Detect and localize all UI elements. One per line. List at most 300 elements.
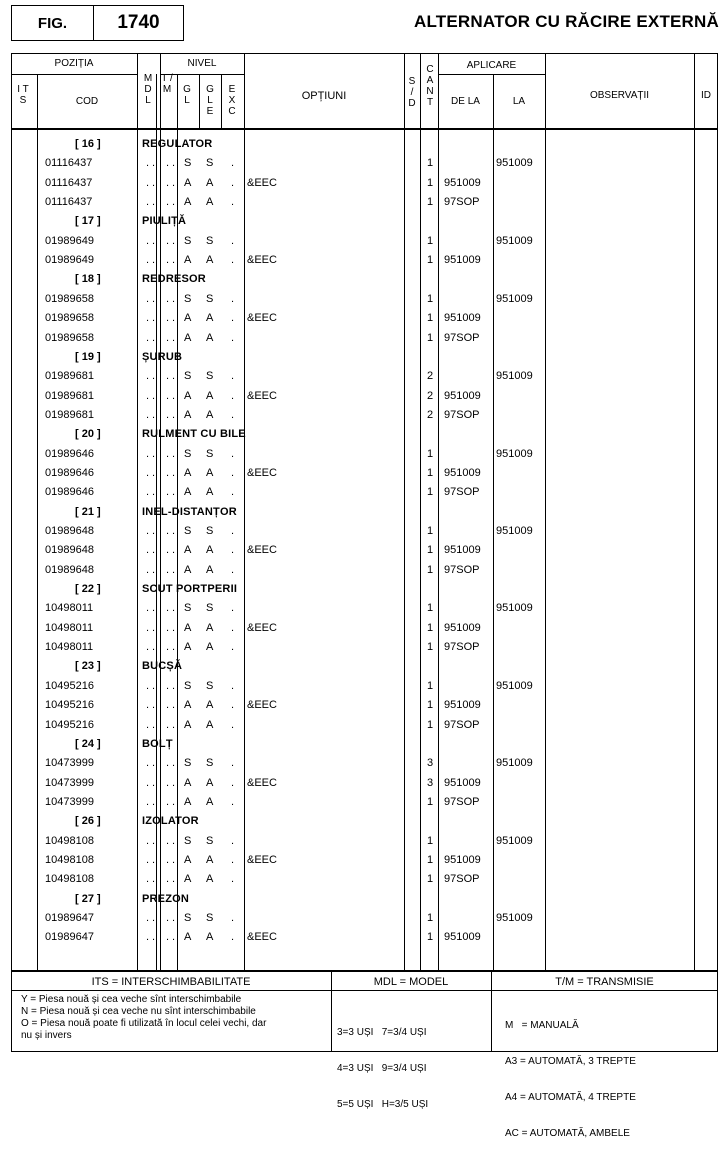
dot-marker: . <box>152 486 156 499</box>
dot-marker: . <box>152 544 156 557</box>
table-row <box>0 638 725 657</box>
legend-tm-line: AC = AUTOMATĂ, AMBELE <box>505 1128 630 1139</box>
quantity: 1 <box>427 931 434 944</box>
dot-marker: . <box>172 912 176 924</box>
legend-its-title: ITS = INTERSCHIMBABILITATE <box>91 976 251 988</box>
dot-marker: . <box>172 834 176 847</box>
level-gle: A <box>206 196 214 209</box>
table-row <box>0 832 725 851</box>
table-row <box>0 677 725 696</box>
section-number: [ 22 ] <box>75 583 101 596</box>
quantity: 2 <box>427 389 434 402</box>
level-gl: A <box>184 389 192 402</box>
level-gl: A <box>184 331 192 344</box>
part-code: 01989648 <box>45 544 94 557</box>
dot-marker: . <box>231 795 235 808</box>
part-code: 01116437 <box>45 196 93 209</box>
part-code: 10498011 <box>45 621 94 634</box>
level-gle: S <box>206 912 214 924</box>
dot-marker: . <box>172 776 176 789</box>
dot-marker: . <box>166 795 170 808</box>
part-code: 01989649 <box>45 254 94 267</box>
col-observatii: OBSERVAȚII <box>589 90 650 101</box>
from-date: 951009 <box>444 699 481 712</box>
dot-marker: . <box>166 254 170 267</box>
col-sd: S / D <box>408 76 416 109</box>
table-row <box>0 754 725 773</box>
legend-tm-line: A4 = AUTOMATĂ, 4 TREPTE <box>505 1092 636 1103</box>
level-gl: A <box>184 176 192 189</box>
dot-marker: . <box>146 641 150 654</box>
dot-marker: . <box>146 699 150 712</box>
legend-mdl-line: 4=3 UȘI 9=3/4 UȘI <box>337 1063 427 1074</box>
level-gl: A <box>184 254 192 267</box>
dot-marker: . <box>172 679 176 692</box>
dot-marker: . <box>146 447 150 460</box>
level-gl: S <box>184 525 192 537</box>
option-code: &EEC <box>247 621 277 634</box>
dot-marker: . <box>172 621 176 634</box>
col-nivel: NIVEL <box>187 58 217 69</box>
dot-marker: . <box>172 544 176 557</box>
part-code: 01989658 <box>45 312 94 325</box>
level-gle: S <box>206 757 214 770</box>
section-row <box>0 425 725 444</box>
level-gle: S <box>206 834 214 847</box>
table-row <box>0 290 725 309</box>
dot-marker: . <box>166 292 170 305</box>
part-code: 01989648 <box>45 525 94 537</box>
dot-marker: . <box>172 931 176 944</box>
table-row <box>0 696 725 715</box>
dot-marker: . <box>152 447 156 460</box>
level-gle: A <box>206 254 214 267</box>
dot-marker: . <box>172 466 176 479</box>
section-name: IZOLATOR <box>142 815 199 828</box>
legend-mdl-line: 3=3 UȘI 7=3/4 UȘI <box>337 1027 427 1038</box>
dot-marker: . <box>166 370 170 383</box>
col-cod: COD <box>75 96 99 107</box>
dot-marker: . <box>231 466 235 479</box>
section-number: [ 23 ] <box>75 660 101 673</box>
part-code: 01989646 <box>45 447 94 460</box>
level-gle: A <box>206 408 214 421</box>
col-cant: C A N T <box>426 64 434 108</box>
table-row <box>0 445 725 464</box>
dot-marker: . <box>172 853 176 866</box>
level-gl: S <box>184 912 192 924</box>
to-date: 951009 <box>496 602 533 615</box>
quantity: 1 <box>427 602 434 615</box>
section-row <box>0 270 725 289</box>
table-row <box>0 174 725 193</box>
legend-its-list <box>21 994 266 1042</box>
col-mdl: M D L <box>143 73 153 106</box>
table-row <box>0 309 725 328</box>
dot-marker: . <box>166 466 170 479</box>
dot-marker: . <box>152 466 156 479</box>
col-exc: E X C <box>228 84 236 117</box>
dot-marker: . <box>172 292 176 305</box>
legend-mdl-title: MDL = MODEL <box>373 976 449 988</box>
table-row <box>0 483 725 502</box>
level-gl: A <box>184 466 192 479</box>
dot-marker: . <box>152 757 156 770</box>
dot-marker: . <box>166 602 170 615</box>
from-date: 97SOP <box>444 873 480 886</box>
dot-marker: . <box>172 157 176 170</box>
dot-marker: . <box>152 641 156 654</box>
dot-marker: . <box>166 544 170 557</box>
dot-marker: . <box>166 331 170 344</box>
option-code: &EEC <box>247 389 277 402</box>
dot-marker: . <box>166 389 170 402</box>
section-row <box>0 348 725 367</box>
level-gl: S <box>184 602 192 615</box>
quantity: 1 <box>427 157 434 170</box>
legend-its-line: Y = Piesa nouă și cea veche sînt interschimbabile <box>21 994 242 1005</box>
dot-marker: . <box>166 196 170 209</box>
to-date: 951009 <box>496 525 533 537</box>
dot-marker: . <box>146 853 150 866</box>
section-row <box>0 135 725 154</box>
dot-marker: . <box>146 486 150 499</box>
quantity: 1 <box>427 447 434 460</box>
level-gl: S <box>184 157 192 170</box>
divider <box>11 128 718 130</box>
legend-mdl-line: 5=5 UȘI H=3/5 UȘI <box>337 1099 429 1110</box>
dot-marker: . <box>146 408 150 421</box>
dot-marker: . <box>231 408 235 421</box>
quantity: 1 <box>427 834 434 847</box>
table-row <box>0 716 725 735</box>
part-code: 10498011 <box>45 602 94 615</box>
quantity: 1 <box>427 176 434 189</box>
section-number: [ 21 ] <box>75 505 101 518</box>
part-code: 10495216 <box>45 679 94 692</box>
dot-marker: . <box>166 718 170 731</box>
table-row <box>0 541 725 560</box>
section-name: BUCȘĂ <box>142 660 183 673</box>
dot-marker: . <box>146 718 150 731</box>
dot-marker: . <box>172 641 176 654</box>
dot-marker: . <box>231 254 235 267</box>
level-gle: A <box>206 466 214 479</box>
section-number: [ 18 ] <box>75 273 101 286</box>
dot-marker: . <box>172 447 176 460</box>
section-name: REDRESOR <box>142 273 206 286</box>
dot-marker: . <box>172 176 176 189</box>
dot-marker: . <box>231 331 235 344</box>
to-date: 951009 <box>496 157 533 170</box>
level-gle: S <box>206 292 214 305</box>
dot-marker: . <box>146 873 150 886</box>
option-code: &EEC <box>247 466 277 479</box>
part-code: 01989647 <box>45 912 94 924</box>
dot-marker: . <box>152 525 156 537</box>
dot-marker: . <box>172 254 176 267</box>
part-code: 10473999 <box>45 776 94 789</box>
dot-marker: . <box>172 795 176 808</box>
dot-marker: . <box>146 525 150 537</box>
table-row <box>0 851 725 870</box>
dot-marker: . <box>231 699 235 712</box>
section-row <box>0 812 725 831</box>
legend-its-line: nu și invers <box>21 1030 72 1041</box>
section-name: ȘURUB <box>142 350 183 363</box>
part-code: 10473999 <box>45 795 94 808</box>
to-date: 951009 <box>496 370 533 383</box>
quantity: 1 <box>427 795 434 808</box>
section-number: [ 20 ] <box>75 428 101 441</box>
quantity: 1 <box>427 873 434 886</box>
dot-marker: . <box>146 776 150 789</box>
quantity: 1 <box>427 699 434 712</box>
level-gle: A <box>206 931 214 944</box>
dot-marker: . <box>166 641 170 654</box>
dot-marker: . <box>166 776 170 789</box>
col-la: LA <box>512 96 526 107</box>
level-gle: A <box>206 389 214 402</box>
level-gl: A <box>184 641 192 654</box>
part-code: 01989658 <box>45 292 94 305</box>
dot-marker: . <box>146 795 150 808</box>
from-date: 97SOP <box>444 795 480 808</box>
to-date: 951009 <box>496 912 533 924</box>
dot-marker: . <box>231 563 235 576</box>
level-gl: A <box>184 718 192 731</box>
quantity: 1 <box>427 912 434 924</box>
part-code: 01989681 <box>45 389 94 402</box>
dot-marker: . <box>231 873 235 886</box>
part-code: 10495216 <box>45 718 94 731</box>
level-gle: A <box>206 563 214 576</box>
dot-marker: . <box>172 757 176 770</box>
level-gl: S <box>184 292 192 305</box>
level-gl: S <box>184 834 192 847</box>
dot-marker: . <box>231 370 235 383</box>
dot-marker: . <box>172 196 176 209</box>
dot-marker: . <box>152 621 156 634</box>
dot-marker: . <box>172 486 176 499</box>
legend-tm-line: M = MANUALĂ <box>505 1020 579 1031</box>
col-optiuni: OPȚIUNI <box>301 90 347 102</box>
dot-marker: . <box>231 544 235 557</box>
option-code: &EEC <box>247 853 277 866</box>
part-code: 01116437 <box>45 176 93 189</box>
dot-marker: . <box>152 331 156 344</box>
table-row <box>0 619 725 638</box>
dot-marker: . <box>172 312 176 325</box>
dot-marker: . <box>146 157 150 170</box>
dot-marker: . <box>166 853 170 866</box>
dot-marker: . <box>146 912 150 924</box>
section-name: PIULIȚĂ <box>142 215 187 228</box>
table-row <box>0 154 725 173</box>
quantity: 2 <box>427 408 434 421</box>
dot-marker: . <box>172 525 176 537</box>
from-date: 951009 <box>444 621 481 634</box>
dot-marker: . <box>152 292 156 305</box>
level-gl: A <box>184 776 192 789</box>
section-number: [ 26 ] <box>75 815 101 828</box>
dot-marker: . <box>152 370 156 383</box>
dot-marker: . <box>231 679 235 692</box>
level-gl: A <box>184 931 192 944</box>
dot-marker: . <box>152 912 156 924</box>
dot-marker: . <box>146 679 150 692</box>
dot-marker: . <box>146 292 150 305</box>
dot-marker: . <box>166 679 170 692</box>
level-gl: S <box>184 234 192 247</box>
dot-marker: . <box>152 795 156 808</box>
dot-marker: . <box>166 563 170 576</box>
dot-marker: . <box>146 196 150 209</box>
to-date: 951009 <box>496 834 533 847</box>
quantity: 3 <box>427 776 434 789</box>
dot-marker: . <box>146 466 150 479</box>
section-row <box>0 657 725 676</box>
section-name: SCUT PORTPERII <box>142 583 238 596</box>
quantity: 1 <box>427 853 434 866</box>
dot-marker: . <box>166 157 170 170</box>
to-date: 951009 <box>496 447 533 460</box>
to-date: 951009 <box>496 757 533 770</box>
part-code: 01989649 <box>45 234 94 247</box>
dot-marker: . <box>166 621 170 634</box>
dot-marker: . <box>146 563 150 576</box>
quantity: 1 <box>427 641 434 654</box>
legend-tm-line: A3 = AUTOMATĂ, 3 TREPTE <box>505 1056 636 1067</box>
table-row <box>0 387 725 406</box>
table-row <box>0 329 725 348</box>
dot-marker: . <box>172 563 176 576</box>
section-number: [ 19 ] <box>75 350 101 363</box>
dot-marker: . <box>152 312 156 325</box>
table-row <box>0 909 725 928</box>
table-row <box>0 193 725 212</box>
dot-marker: . <box>152 389 156 402</box>
level-gle: S <box>206 679 214 692</box>
dot-marker: . <box>172 699 176 712</box>
level-gl: A <box>184 312 192 325</box>
table-row <box>0 522 725 541</box>
fig-number: 1740 <box>93 5 184 41</box>
dot-marker: . <box>166 757 170 770</box>
level-gl: A <box>184 699 192 712</box>
dot-marker: . <box>231 834 235 847</box>
dot-marker: . <box>166 873 170 886</box>
dot-marker: . <box>231 234 235 247</box>
quantity: 1 <box>427 466 434 479</box>
col-gle: G L E <box>206 84 214 117</box>
level-gl: A <box>184 621 192 634</box>
section-row <box>0 735 725 754</box>
table-row <box>0 774 725 793</box>
part-code: 01989646 <box>45 466 94 479</box>
dot-marker: . <box>152 679 156 692</box>
dot-marker: . <box>152 234 156 247</box>
level-gle: S <box>206 602 214 615</box>
section-row <box>0 503 725 522</box>
level-gle: S <box>206 234 214 247</box>
dot-marker: . <box>231 525 235 537</box>
from-date: 951009 <box>444 776 481 789</box>
quantity: 1 <box>427 544 434 557</box>
table-row <box>0 599 725 618</box>
quantity: 1 <box>427 621 434 634</box>
from-date: 97SOP <box>444 331 480 344</box>
dot-marker: . <box>146 931 150 944</box>
dot-marker: . <box>152 157 156 170</box>
dot-marker: . <box>146 544 150 557</box>
from-date: 951009 <box>444 931 481 944</box>
level-gle: S <box>206 370 214 383</box>
level-gle: A <box>206 176 214 189</box>
dot-marker: . <box>152 931 156 944</box>
level-gl: S <box>184 679 192 692</box>
dot-marker: . <box>166 176 170 189</box>
dot-marker: . <box>146 621 150 634</box>
divider <box>11 74 137 75</box>
part-code: 10473999 <box>45 757 94 770</box>
dot-marker: . <box>152 408 156 421</box>
dot-marker: . <box>152 776 156 789</box>
part-code: 01989646 <box>45 486 94 499</box>
level-gl: A <box>184 795 192 808</box>
dot-marker: . <box>166 408 170 421</box>
part-code: 10498108 <box>45 834 94 847</box>
section-name: BOLȚ <box>142 737 173 750</box>
dot-marker: . <box>146 176 150 189</box>
fig-label: FIG. <box>11 5 93 41</box>
dot-marker: . <box>231 641 235 654</box>
section-number: [ 24 ] <box>75 737 101 750</box>
quantity: 1 <box>427 234 434 247</box>
dot-marker: . <box>166 931 170 944</box>
quantity: 1 <box>427 525 434 537</box>
level-gle: A <box>206 621 214 634</box>
section-row <box>0 890 725 909</box>
dot-marker: . <box>166 312 170 325</box>
from-date: 97SOP <box>444 718 480 731</box>
quantity: 1 <box>427 292 434 305</box>
dot-marker: . <box>231 621 235 634</box>
dot-marker: . <box>152 602 156 615</box>
level-gl: A <box>184 408 192 421</box>
level-gl: S <box>184 447 192 460</box>
dot-marker: . <box>231 389 235 402</box>
option-code: &EEC <box>247 254 277 267</box>
dot-marker: . <box>172 370 176 383</box>
dot-marker: . <box>166 447 170 460</box>
level-gl: A <box>184 873 192 886</box>
quantity: 1 <box>427 563 434 576</box>
dot-marker: . <box>152 196 156 209</box>
option-code: &EEC <box>247 776 277 789</box>
level-gle: A <box>206 873 214 886</box>
table-row <box>0 251 725 270</box>
level-gl: A <box>184 563 192 576</box>
option-code: &EEC <box>247 699 277 712</box>
section-name: INEL-DISTANȚOR <box>142 505 237 518</box>
table-row <box>0 928 725 947</box>
divider <box>438 74 545 75</box>
to-date: 951009 <box>496 234 533 247</box>
part-code: 01989681 <box>45 408 94 421</box>
table-row <box>0 793 725 812</box>
col-id: ID <box>701 90 711 101</box>
